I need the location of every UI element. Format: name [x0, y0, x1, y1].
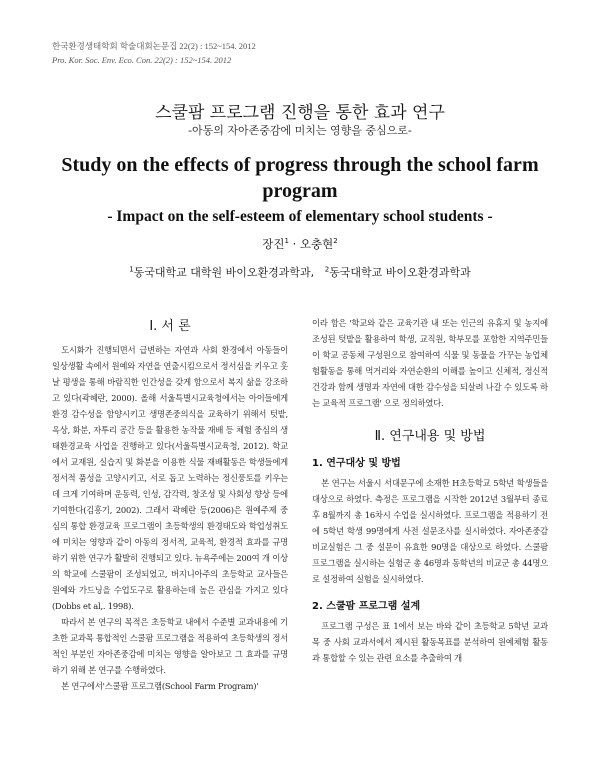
author-1-affil-mark: 1	[284, 237, 289, 246]
title-korean: 스쿨팜 프로그램 진행을 통한 효과 연구	[155, 103, 445, 123]
section-heading-introduction: Ⅰ. 서 론	[149, 319, 191, 334]
left-column	[52, 315, 288, 694]
subsection-heading-subjects: 1. 연구대상 및 방법	[312, 458, 401, 469]
author-1: 장진	[262, 237, 285, 251]
definition-paragraph: 이라 함은 '학교와 같은 교육기관 내 또는 인근의 유휴지 및 농지에 조성된 텃밭을 활용하여 학생, 교직원, 학부모를 포함한 지역주민들이 학교 공동체 구성원으로 참여하여 식물 및 동물을 가꾸는 농업체험활동을 통해 먹거리와 자연순환의 이해를 높이고 신체적, 정신적 건강과 함께 생명과 자연에 대한 감수성을 되살려 나갈 수 있도록 하는 교육적 프로그램' 으로 정의하였다.	[312, 318, 548, 408]
subjects-paragraph: 본 연구는 서울시 서대문구에 소재한 H초등학교 5학년 학생들을 대상으로 하였다. 측정은 프로그램을 시작한 2012년 3월부터 종료 후 8월까지 총 16차시 수업을 실시하였다. 프로그램을 적용하기 전에 5학년 학생 99명에게 사전 설문조사를 실시하였다. 자아존중감 비교실험은 그 중 설문이 유효한 90명을 대상으로 하였다. 스쿨팜 프로그램을 실시하는 실험군 총 46명과 동학년의 비교군 총 44명으로 설정하여 실험을 실시하였다.	[312, 478, 548, 584]
intro-paragraph-1: 도시화가 진행되면서 급변하는 자연과 사회 환경에서 아동들이 일상생활 속에서 원예와 자연을 연출시킴으로서 정서심을 키우고 훗날 평생을 통해 바람직한 인간성을 갖게 함으로서 복지 삶을 강조하고 있다(곽혜란, 2000). 올해 서울특별시교육청에서는 아이들에게 환경 감수성을 함양시키고 생명존중의식을 교육하기 위해서 텃밭, 옥상, 화분, 자투리 공간 등을 활용한 농작물 재배 등 체험 중심의 생태환경교육 사업을 진행하고 있다(서울특별시교육청, 2012). 학교에서 교재원, 실습지 및 화분을 이용한 식물 재배활동은 학생들에게 정서적 품성을 고양시키고, 서로 돕고 노력하는 정신풍토를 키우는 데 크게 기여하며 운동력, 인성, 감각력, 창조성 및 사회성 향상 등에 기여한다(김흥기, 2002). 그래서 곽혜란 등(2006)은 원예주제 중심의 통합 환경교육 프로그램이 초등학생의 환경태도와 학업성취도에 미치는 영향과 같이 아동의 정서적, 교육적, 환경적 효과를 규명하기 위한 연구가 활발히 진행되고 있다. 뉴욕주에는 200여 개 이상의 학교에 스쿨팜이 조성되었고, 버지니아주의 초등학교 교사들은 원예와 가드닝을 수업도구로 활용하는데 높은 관심을 가지고 있다(Dobbs et al,. 1998).	[52, 345, 288, 611]
title-english: Study on the effects of progress through the school farm program	[61, 154, 539, 202]
intro-paragraph-2: 따라서 본 연구의 목적은 초등학교 내에서 수준별 교과내용에 기초한 교과목 통합적인 스쿨팜 프로그램을 적용하여 초등학생의 정서적인 부분인 자아존중감에 미치는 영향을 알아보고 그 효과를 규명하기 위해 본 연구를 수행하였다.	[52, 617, 288, 675]
journal-citation-en: Pro. Kor. Soc. Env. Eco. Con. 22(2) : 152~154. 2012	[52, 55, 232, 65]
affiliations	[0, 264, 600, 280]
right-column	[312, 315, 548, 666]
author-separator: ·	[288, 237, 300, 251]
subtitle-korean: -아동의 자아존중감에 미치는 영향을 중심으로-	[188, 124, 412, 137]
affil-1-mark: 1	[129, 265, 134, 274]
subtitle-english: - Impact on the self-esteem of elementary school students -	[107, 208, 493, 225]
affil-2-mark: 2	[324, 265, 330, 274]
section-heading-methods: Ⅱ. 연구내용 및 방법	[374, 429, 486, 444]
affil-1: 동국대학교 대학원 바이오환경과학과,	[133, 266, 315, 279]
author-list	[0, 236, 600, 252]
program-design-paragraph: 프로그램 구성은 표 1에서 보는 바와 같이 초등학교 5학년 교과목 중 사회 교과서에서 제시된 활동목표를 분석하여 원예체험 활동과 통합할 수 있는 관련 요소를 추출하여 개	[312, 621, 548, 663]
author-2: 오충현	[299, 237, 334, 251]
journal-citation-ko: 한국환경생태학회 학술대회논문집 22(2) : 152~154. 2012	[52, 41, 256, 51]
affil-2: 동국대학교 바이오환경과학과	[329, 266, 471, 279]
intro-paragraph-3: 본 연구에서'스쿨팜 프로그램(School Farm Program)'	[61, 681, 259, 691]
subsection-heading-program-design: 2. 스쿨팜 프로그램 설계	[312, 601, 421, 612]
author-2-affil-mark: 2	[333, 237, 338, 246]
